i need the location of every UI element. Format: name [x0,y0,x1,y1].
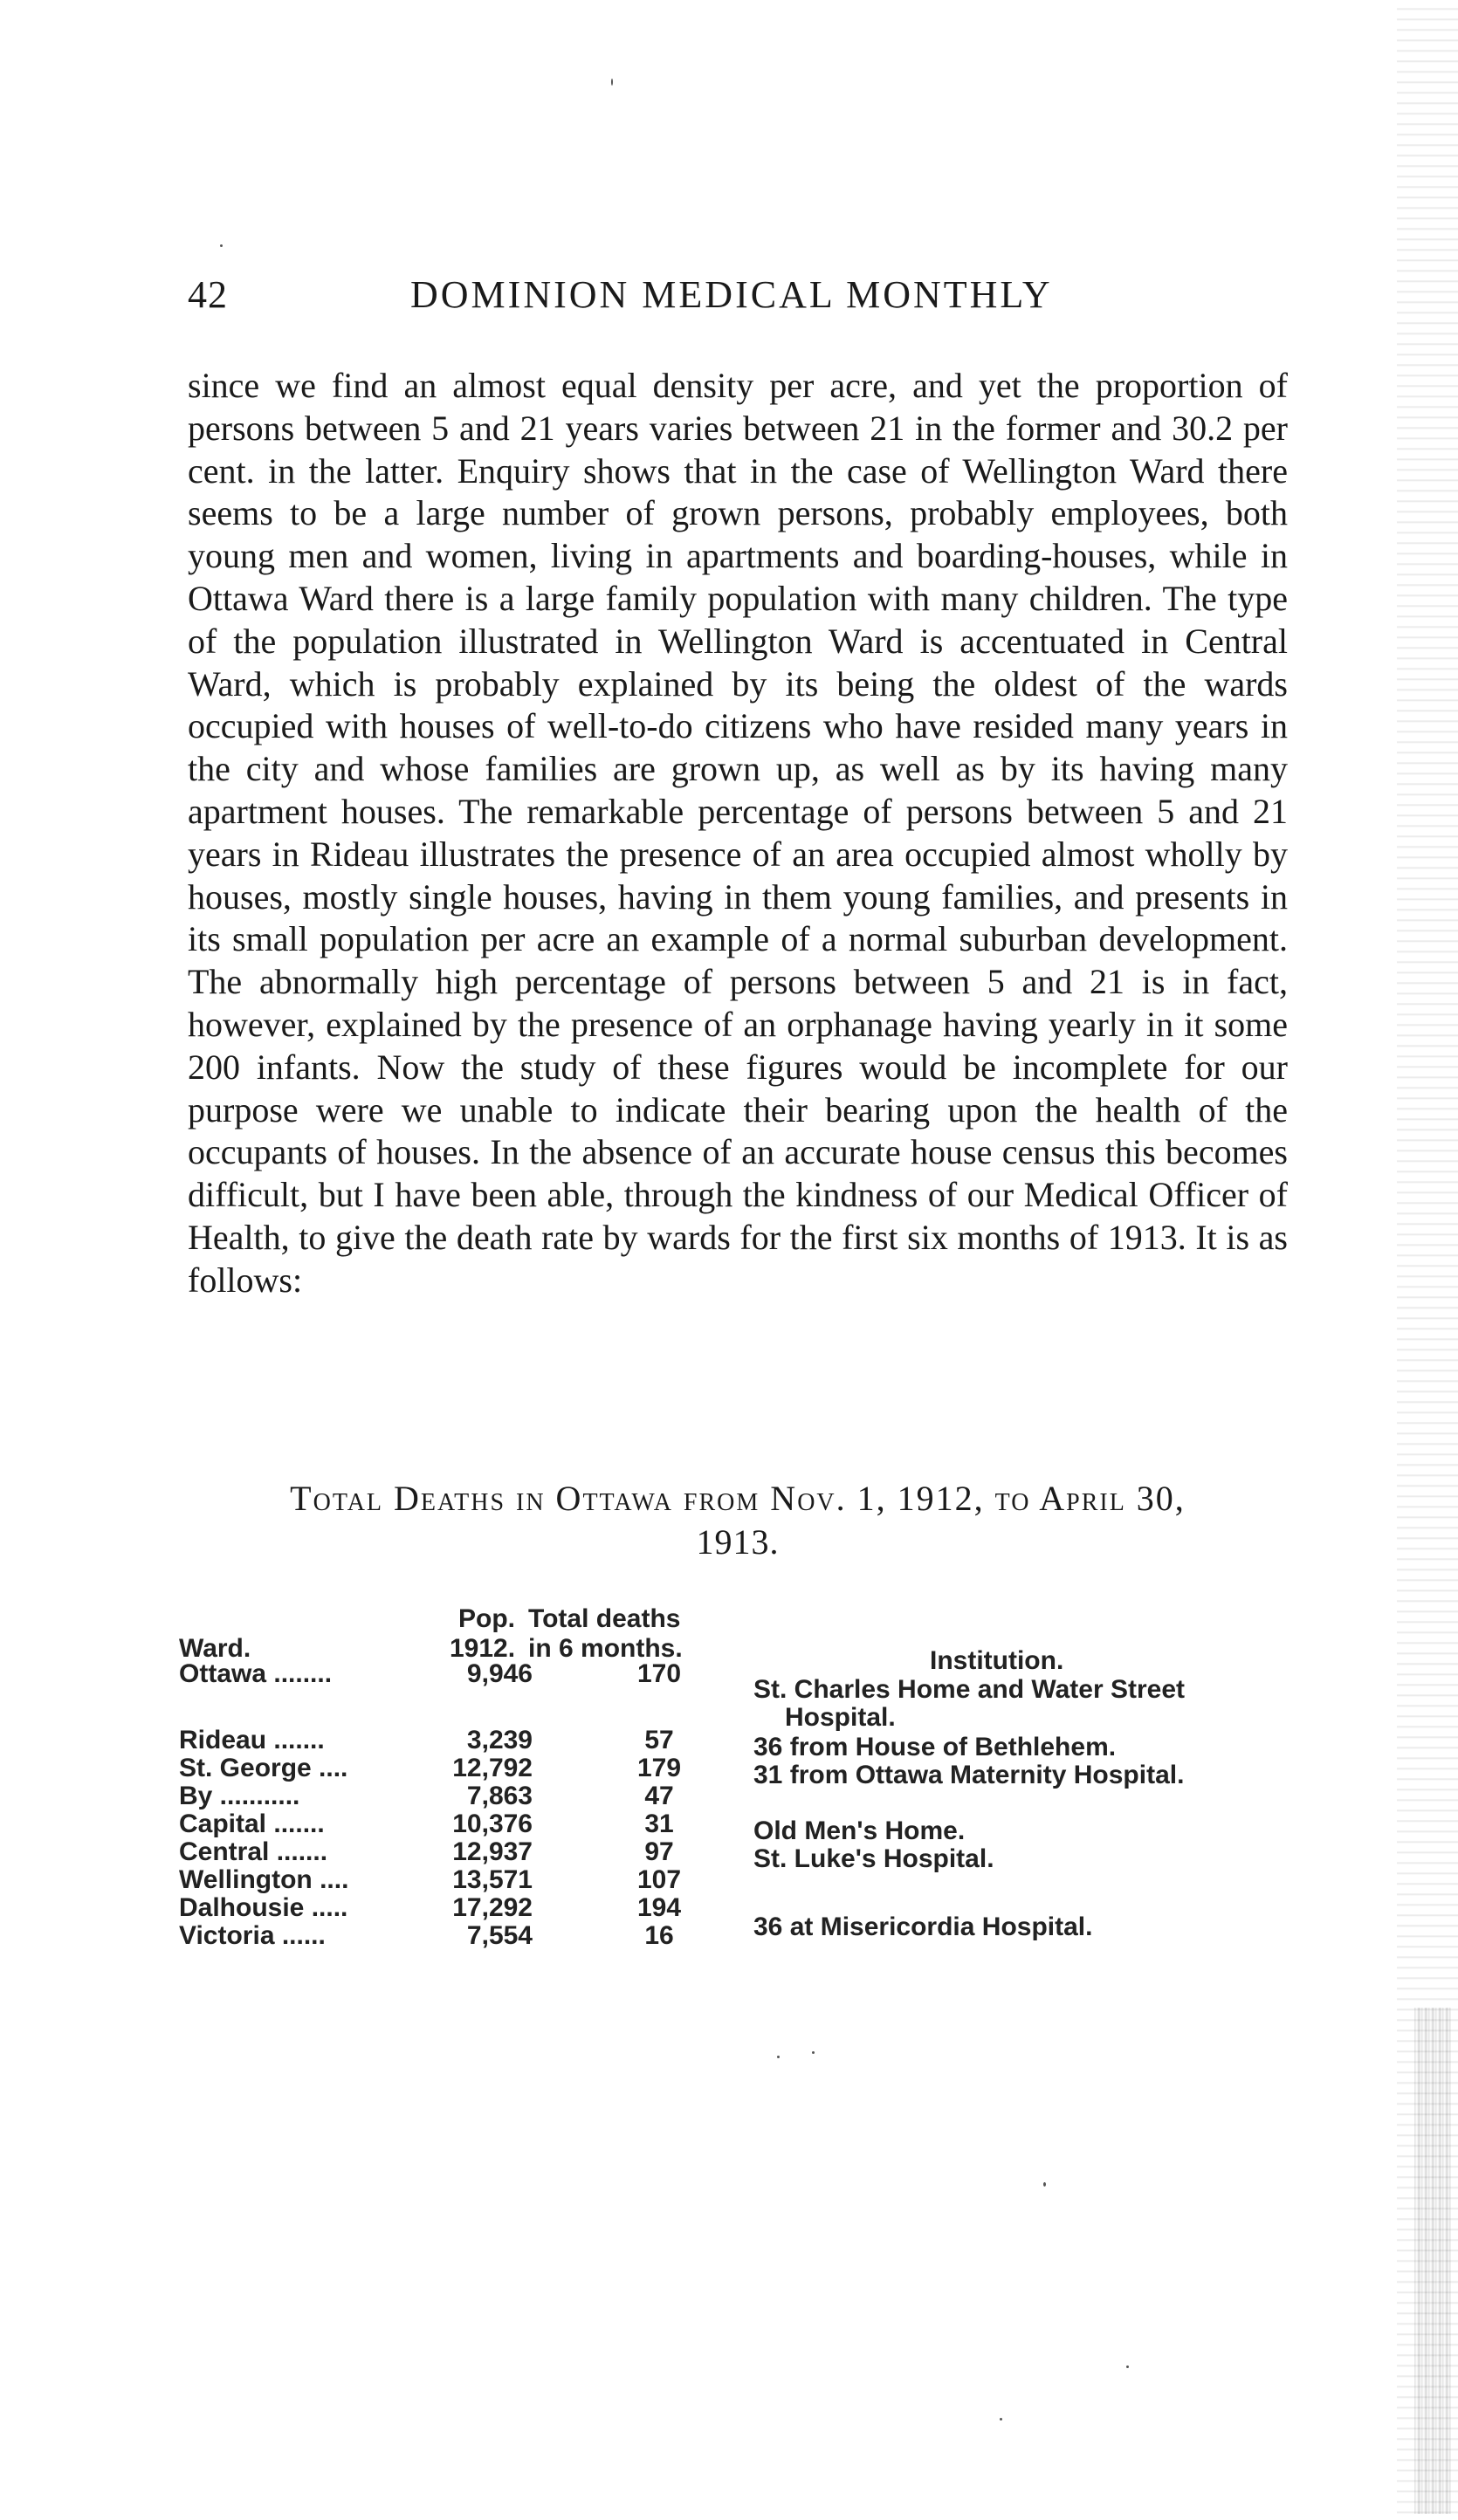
header-pop [450,1604,515,1664]
ward-name: Dalhousie ..... [179,1893,348,1922]
institution-line: Old Men's Home. [753,1816,966,1845]
ward-population: 9,946 [466,1659,533,1688]
table-row [179,1922,720,1950]
header-pop-line1: Pop. [458,1604,515,1633]
ward-name: Capital ....... [179,1809,325,1838]
table-row [179,1782,720,1810]
header-deaths-line2: in 6 months. [528,1634,683,1663]
ward-deaths: 107 [636,1865,682,1894]
institution-note [753,1734,1116,1761]
institution-line: St. Luke's Hospital. [753,1844,994,1873]
ward-deaths: 31 [644,1809,674,1838]
page-number: 42 [188,273,228,316]
header-ward: Ward. [179,1634,251,1663]
ward-deaths: 179 [636,1754,682,1782]
table-row [179,1660,720,1688]
institution-note [753,1676,1185,1732]
institution-note [753,1845,994,1873]
ward-population: 12,792 [452,1754,533,1782]
scan-speck [220,244,223,247]
page-header [188,272,1235,325]
table-caption-line2: 1913. [696,1522,780,1562]
ward-deaths: 16 [644,1921,674,1950]
table-row [179,1894,720,1922]
institution-line: 31 from Ottawa Maternity Hospital. [753,1761,1185,1789]
ward-name: Rideau ....... [179,1726,325,1754]
header-institution: Institution. [930,1646,1064,1675]
scan-speck [1000,2418,1002,2420]
header-deaths-line1: Total deaths [528,1604,681,1633]
ward-population: 7,554 [466,1921,533,1950]
table-row [179,1810,720,1838]
ward-name: Central ....... [179,1837,328,1866]
body-paragraph: since we find an almost equal density per acre, and yet the proportion of persons between 5 and 21 years varies between 21 in the former and 30.2 per cent. in the latter. Enquiry shows that in the case of Wellington Ward there seems to be a large number of grown persons, probably employees, both young men and women, living in apartments and boarding-houses, while in Ottawa Ward there is a large family population with many children. The type of the population illustrated in Wellington Ward is accentuated in Central Ward, which is probably explained by its being the oldest of the wards occupied with houses of well-to-do citizens who have resided many years in the city and whose families are grown up, as well as by its having many apartment houses. The remarkable percentage of persons between 5 and 21 years in Rideau illustrates the presence of an area occupied almost wholly by houses, mostly single houses, having in them young families, and presents in its small population per acre an example of a normal suburban development. The abnormally high percentage of persons between 5 and 21 is in fact, however, explained by the presence of an orphanage having yearly in it some 200 infants. Now the study of these figures would be incomplete for our purpose were we unable to indicate their bearing upon the health of the occupants of houses. In the absence of an accurate house census this becomes difficult, but I have been able, through the kindness of our Medical Officer of Health, to give the death rate by wards for the first six months of 1913. It is as follows: [188,366,1288,1300]
institution-line-continued: Hospital. [785,1703,896,1732]
table-row [179,1754,720,1782]
deaths-table [179,1604,1314,1988]
table-caption [188,1477,1288,1564]
institution-line: 36 from House of Bethlehem. [753,1733,1117,1761]
scan-speck [1126,2366,1129,2368]
ward-name: Wellington .... [179,1865,349,1894]
ward-deaths: 170 [636,1659,682,1688]
institution-note [753,1817,965,1845]
table-row [179,1727,720,1754]
institution-line: St. Charles Home and Water Street [753,1675,1186,1704]
page-edge-shadow-lower [1414,2008,1451,2514]
ward-name: Victoria ...... [179,1921,326,1950]
institution-note [753,1761,1184,1789]
ward-population: 13,571 [452,1865,533,1894]
scan-speck [1043,2182,1046,2187]
ward-name: Ottawa ........ [179,1659,333,1688]
ward-name: By ........... [179,1782,300,1810]
header-deaths [528,1604,683,1664]
scan-speck [611,79,613,86]
institution-line: 36 at Misericordia Hospital. [753,1912,1093,1941]
ward-population: 10,376 [452,1809,533,1838]
ward-population: 12,937 [452,1837,533,1866]
header-pop-line2: 1912. [450,1634,516,1663]
running-head: DOMINION MEDICAL MONTHLY [410,273,1053,316]
ward-deaths: 97 [644,1837,674,1866]
table-caption-line1: Total Deaths in Ottawa from Nov. 1, 1912, to April 30, [290,1479,1186,1518]
table-row [179,1838,720,1866]
ward-deaths: 57 [644,1726,674,1754]
ward-population: 17,292 [452,1893,533,1922]
scan-speck [812,2051,815,2054]
table-row [179,1866,720,1894]
scan-speck [777,2056,780,2058]
ward-name: St. George .... [179,1754,348,1782]
ward-population: 3,239 [466,1726,533,1754]
ward-deaths: 47 [644,1782,674,1810]
ward-population: 7,863 [466,1782,533,1810]
institution-note [753,1913,1092,1941]
ward-deaths: 194 [636,1893,682,1922]
